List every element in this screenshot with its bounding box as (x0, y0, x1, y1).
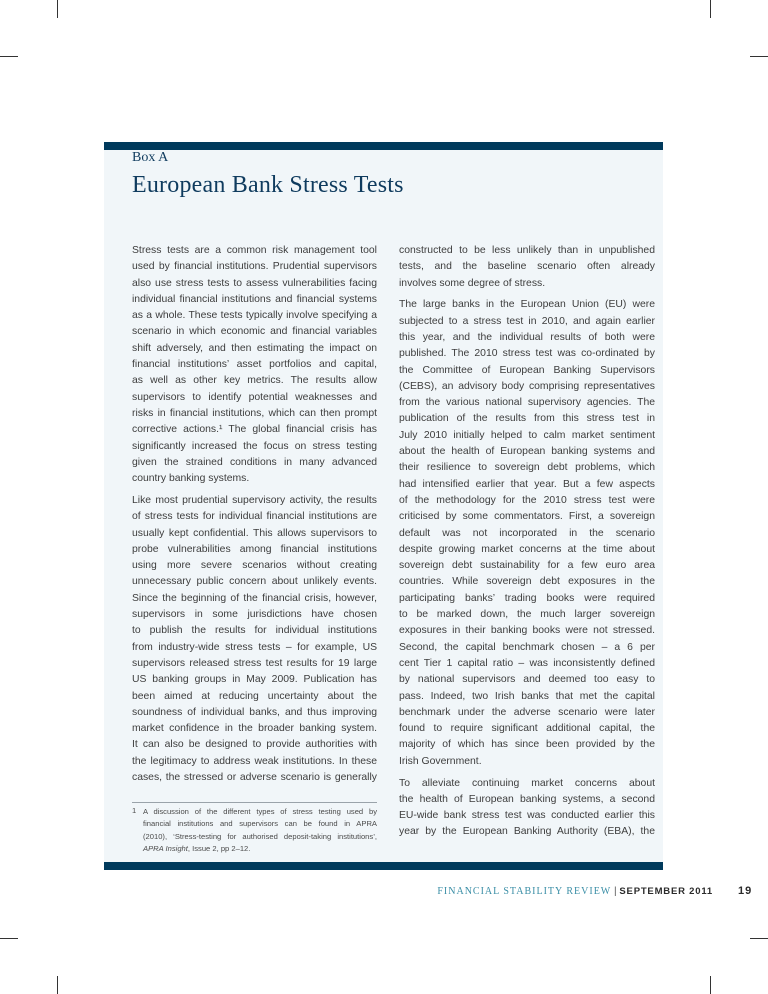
paragraph (399, 776, 655, 841)
paragraph (132, 493, 377, 786)
text-line: probe vulnerabilities among financial institutions (132, 543, 377, 555)
text-line: this year, and the individual results of both were (399, 331, 655, 343)
crop-mark (0, 938, 18, 939)
text-line: tests, and the baseline scenario often already (399, 261, 655, 273)
text-line: the health of European banking systems, a second (399, 793, 655, 805)
footnote (132, 806, 377, 856)
text-line: used by financial institutions. Prudential supervisors (132, 261, 377, 273)
text-line: Like most prudential supervisory activity, the results (132, 494, 377, 506)
footnote-number: 1 (132, 806, 137, 815)
text-line: constructed to be less unlikely than in unpublished (399, 245, 655, 256)
footnote-line: (2010), ‘Stress-testing for authorised deposit-taking institutions’, (143, 831, 377, 841)
text-line: significantly increased the focus on stress testing (132, 440, 377, 452)
text-line: majority of which has since been provided by the (399, 739, 655, 751)
text-line: from the various national supervisory agencies. The (399, 397, 655, 409)
text-line: by national supervisors and deemed too easy to (399, 674, 655, 686)
text-line: Second, the capital benchmark chosen – a 6 per (399, 641, 655, 653)
text-line: from industry-wide stress tests – for example, US (132, 641, 377, 653)
text-line: usually kept confidential. This allows supervisors to (132, 527, 377, 539)
text-line: also use stress tests to assess vulnerabilities facing (132, 277, 377, 289)
footer-separator: | (614, 886, 617, 897)
text-line: participating banks’ trading books were required (399, 592, 655, 604)
text-line: soundness of individual banks, and thus improving (132, 706, 377, 718)
text-line: involves some degree of stress. (399, 277, 546, 289)
text-line: to publish the results for individual institutions (132, 625, 377, 637)
text-line: had intensified earlier that year. But a few aspects (399, 478, 655, 490)
text-line: The large banks in the European Union (EU) were (399, 299, 655, 311)
text-line: To alleviate continuing market concerns about (399, 777, 655, 789)
paragraph (399, 243, 655, 292)
text-line: publication of the results from this stress test in (399, 413, 655, 425)
text-line: shift adversely, and then estimating the impact on (132, 342, 377, 354)
footnote-line (143, 843, 377, 855)
text-line: country banking systems. (132, 473, 250, 485)
footnote-line: financial institutions and supervisors can be found in APRA (143, 819, 377, 829)
text-line: exposures in their banking books were not stressed. (399, 625, 655, 637)
text-line: found to require significant additional capital, the (399, 723, 655, 735)
text-line: EU-wide bank stress test was conducted earlier this (399, 810, 655, 822)
text-line: subjected to a stress test in 2010, and again earlier (399, 315, 655, 327)
box-bottom-bar (104, 862, 663, 870)
text-line: their resilience to sovereign debt problems, which (399, 462, 655, 474)
text-line: year by the European Banking Authority (EBA), the (399, 826, 655, 838)
text-line: cases, the stressed or adverse scenario is generally (132, 772, 377, 783)
text-line: financial institutions’ asset portfolios and capital, (132, 359, 377, 371)
text-line: of the methodology for the 2010 stress test were (399, 494, 655, 506)
text-line: as well as other key metrics. The results allow (132, 375, 377, 387)
crop-mark (57, 0, 58, 18)
footnote-italic: APRA Insight (143, 844, 188, 854)
text-line: corrective actions.¹ The global financial crisis has (132, 424, 377, 436)
paragraph (399, 297, 655, 770)
text-line: the Committee of European Banking Supervisors (399, 364, 655, 376)
publication-name: FINANCIAL STABILITY REVIEW (437, 886, 612, 897)
text-line: given the strained conditions in many advanced (132, 456, 377, 468)
text-line: supervisors to identify potential weaknesses and (132, 391, 377, 403)
text-line: unnecessary public concern about unlikely events. (132, 576, 377, 588)
footnote-rest: , Issue 2, pp 2–12. (187, 844, 251, 854)
text-line: US banking groups in May 2009. Publication has (132, 674, 377, 686)
box-title: European Bank Stress Tests (132, 172, 404, 198)
text-line: default was not incorporated in the scenario (399, 527, 655, 539)
text-line: about the health of European banking systems and (399, 446, 655, 458)
text-line: despite growing market concerns at the time about (399, 543, 655, 555)
text-line: to be marked down, the much larger sovereign (399, 609, 655, 621)
text-line: countries. While sovereign debt exposures in the (399, 576, 655, 588)
text-line: sovereign debt sustainability for a few euro area (399, 560, 655, 572)
text-line: risks in financial institutions, which can then prompt (132, 407, 377, 419)
text-line: scenario in which economic and financial variables (132, 326, 377, 338)
right-column (399, 243, 655, 846)
text-line: It can also be designed to provide authorities with (132, 739, 377, 751)
text-line: been aimed at reducing uncertainty about the (132, 690, 377, 702)
text-line: supervisors in some jurisdictions have chosen (132, 609, 377, 621)
text-line: the legitimacy to address weak institutions. In these (132, 755, 377, 767)
publication-date: SEPTEMBER 2011 (619, 886, 713, 897)
crop-mark (0, 56, 18, 57)
box-top-bar (104, 142, 663, 150)
text-line: published. The 2010 stress test was co-ordinated by (399, 348, 655, 360)
footnote-rule (132, 802, 377, 803)
text-line: as a whole. These tests typically involve specifying a (132, 310, 377, 322)
text-line: Since the beginning of the financial crisis, however, (132, 592, 377, 604)
text-line: pass. Indeed, two Irish banks that met the capital (399, 690, 655, 702)
crop-mark (750, 938, 768, 939)
box-label: Box A (132, 150, 169, 165)
text-line: cent Tier 1 capital ratio – was inconsistently defined (399, 657, 655, 669)
page-footer (0, 886, 713, 897)
text-line: Irish Government. (399, 755, 482, 767)
text-line: (CEBS), an advisory body comprising representatives (399, 380, 655, 392)
text-line: using more severe scenarios without creating (132, 560, 377, 572)
crop-mark (710, 0, 711, 18)
crop-mark (57, 976, 58, 994)
page-number: 19 (738, 885, 753, 897)
text-line: Stress tests are a common risk management tool (132, 245, 377, 256)
text-line: supervisors released stress test results for 19 large (132, 657, 377, 669)
text-line: July 2010 initially helped to calm market sentiment (399, 429, 655, 441)
text-line: of stress tests for individual financial institutions are (132, 511, 377, 523)
text-line: criticised by some commentators. First, a sovereign (399, 511, 655, 523)
crop-mark (750, 56, 768, 57)
paragraph (132, 243, 377, 487)
footnote-line: A discussion of the different types of stress testing used by (143, 807, 377, 816)
left-column (132, 243, 377, 792)
text-line: individual financial institutions and financial systems (132, 293, 377, 305)
text-line: benchmark under the adverse scenario were later (399, 706, 655, 718)
text-line: market confidence in the broader banking system. (132, 723, 377, 735)
crop-mark (710, 976, 711, 994)
